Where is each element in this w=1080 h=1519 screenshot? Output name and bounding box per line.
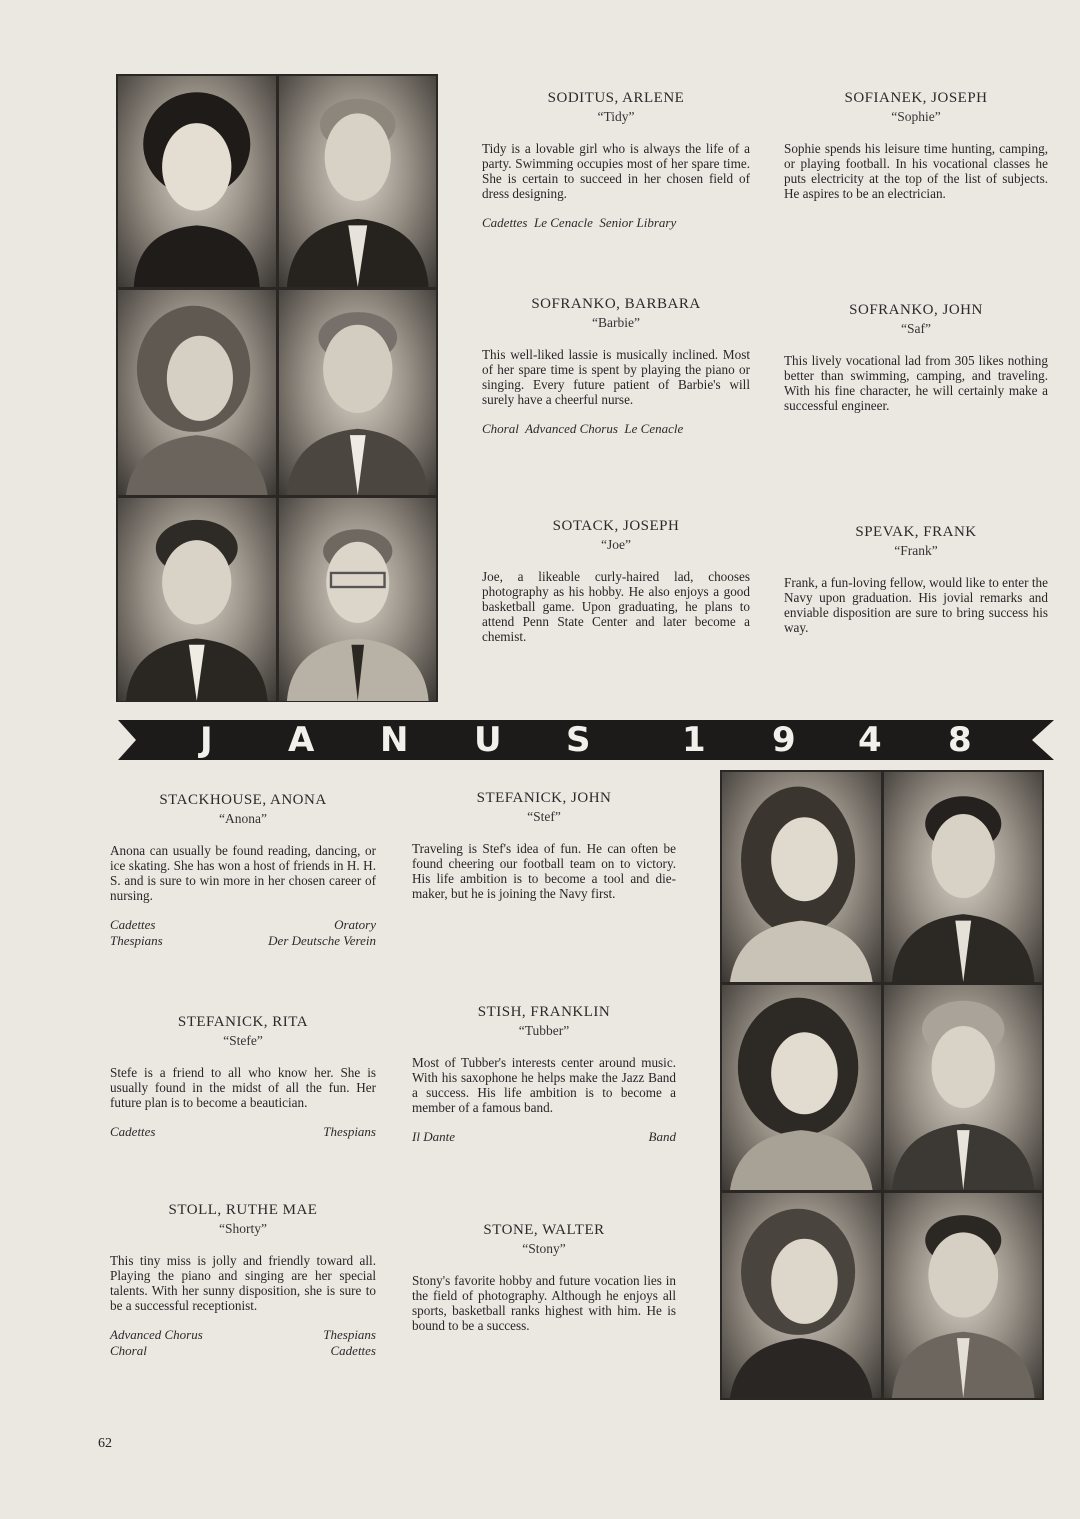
student-activities: Cadettes Thespians [110,1124,376,1139]
bottom-photo-grid [720,770,1044,1400]
top-photo-grid [116,74,438,702]
portrait-spevak-frank [279,498,437,701]
student-nickname: “Stony” [522,1241,566,1256]
portrait-stone-walter [884,1193,1043,1398]
page-number: 62 [98,1436,112,1451]
student-name: SPEVAK, FRANK [855,524,977,540]
portrait-sofranko-john [279,290,437,495]
banner-letter: 1 [682,720,706,760]
student-nickname: “Anona” [219,811,267,826]
student-bio: Stefe is a friend to all who know her. She is usually found in the midst of all the fun. Her future plan is to become a beautician. [110,1065,376,1110]
student-bio: This tiny miss is jolly and friendly toward all. Playing the piano and singing are her special talents. With her sunny disposition, she is sure to be a successful receptionist. [110,1253,376,1313]
student-nickname: “Saf” [901,321,931,336]
student-name: STONE, WALTER [483,1222,605,1238]
student-nickname: “Stefe” [223,1033,263,1048]
student-nickname: “Stef” [527,809,561,824]
student-bio: This lively vocational lad from 305 likes nothing better than swimming, camping, and traveling. With his fine character, he will certainly make a successful engineer. [784,353,1048,413]
student-bio: Stony's favorite hobby and future vocation lies in the field of photography. Although he enjoys all sports, basketball ranks highest with him. He is bound to be a success. [412,1273,676,1333]
student-bio: This well-liked lassie is musically inclined. Most of her spare time is spent by playing the piano or singing. Every future patient of Barbie's will surely have a cheerful nurse. [482,347,750,407]
student-name: STOLL, RUTHE MAE [168,1202,318,1218]
student-name: STEFANICK, JOHN [476,790,612,806]
student-bio: Joe, a likeable curly-haired lad, chooses photography as his hobby. He also enjoys a good basketball game. Upon graduating, he plans to attend Penn State Center and later become a chemist. [482,569,750,644]
portrait-sofranko-barbara [118,290,276,495]
banner-letter: N [380,720,409,760]
entry-stish-franklin [412,1004,676,1145]
student-name: SOTACK, JOSEPH [552,518,680,534]
banner-letters [118,718,1054,762]
student-activities: Il Dante Band [412,1129,676,1144]
entry-stackhouse-anona [110,792,376,949]
entry-spevak-frank [784,524,1048,635]
student-activities: Cadettes Le Cenacle Senior Library [482,215,677,230]
student-name: STEFANICK, RITA [177,1014,309,1030]
student-nickname: “Joe” [601,537,631,552]
entry-stoll-ruthe-mae [110,1202,376,1359]
student-name: STISH, FRANKLIN [477,1004,611,1020]
student-nickname: “Shorty” [219,1221,267,1236]
student-activities: Advanced Chorus Thespians Choral Cadettes [110,1327,376,1358]
student-bio: Most of Tubber's interests center around music. With his saxophone he helps make the Jazz Band a success. His life ambition is to become a member of a famous band. [412,1055,676,1115]
portrait-sofianek-joseph [279,76,437,287]
student-name: STACKHOUSE, ANONA [159,792,327,808]
student-name: SOFRANKO, BARBARA [531,296,701,312]
portrait-stefanick-rita [884,772,1043,982]
portrait-stefanick-john [722,772,881,982]
banner-letter: U [474,720,502,760]
portrait-stackhouse-anona [884,985,1043,1190]
student-nickname: “Frank” [894,543,938,558]
student-name: SOFIANEK, JOSEPH [844,90,988,106]
entry-stefanick-rita [110,1014,376,1140]
banner-letter: 9 [772,720,796,760]
student-activities: Cadettes Oratory Thespians Der Deutsche Verein [110,917,376,948]
entry-sotack-joseph [482,518,750,644]
banner-letter: 8 [948,720,972,760]
student-bio: Tidy is a lovable girl who is always the life of a party. Swimming occupies most of her spare time. She is certain to succeed in her chosen field of dress designing. [482,141,750,201]
student-name: SOFRANKO, JOHN [849,302,983,318]
student-activities: Choral Advanced Chorus Le Cenacle [482,421,684,436]
student-bio: Anona can usually be found reading, dancing, or ice skating. She has won a host of friends in H. H. S. and is sure to win more in her chosen career of nursing. [110,843,376,903]
portrait-soditus-arlene [118,76,276,287]
student-nickname: “Tubber” [518,1023,570,1038]
portrait-sotack-joseph [118,498,276,701]
janus-1948-banner [118,718,1054,762]
student-bio: Sophie spends his leisure time hunting, camping, or playing football. In his vocational classes he puts electricity at the top of the list of subjects. He aspires to be an electrician. [784,141,1048,201]
entry-sofranko-barbara [482,296,750,437]
entry-sofianek-joseph [784,90,1048,201]
portrait-stoll-ruthe-mae [722,1193,881,1398]
banner-letter: J [200,720,213,760]
banner-letter: S [566,720,591,760]
entry-stefanick-john [412,790,676,901]
student-nickname: “Barbie” [592,315,640,330]
entry-sofranko-john [784,302,1048,413]
entry-soditus-arlene [482,90,750,231]
student-bio: Frank, a fun-loving fellow, would like to enter the Navy upon graduation. His jovial remarks and enviable disposition are sure to bring success his way. [784,575,1048,635]
student-name: SODITUS, ARLENE [547,90,685,106]
student-nickname: “Sophie” [891,109,941,124]
portrait-stish-franklin [722,985,881,1190]
banner-letter: A [288,720,315,760]
student-nickname: “Tidy” [597,109,635,124]
entry-stone-walter [412,1222,676,1333]
student-bio: Traveling is Stef's idea of fun. He can often be found cheering our football team on to victory. His life ambition is to become a tool and die-maker, but he is joining the Navy first. [412,841,676,901]
banner-letter: 4 [858,720,882,760]
